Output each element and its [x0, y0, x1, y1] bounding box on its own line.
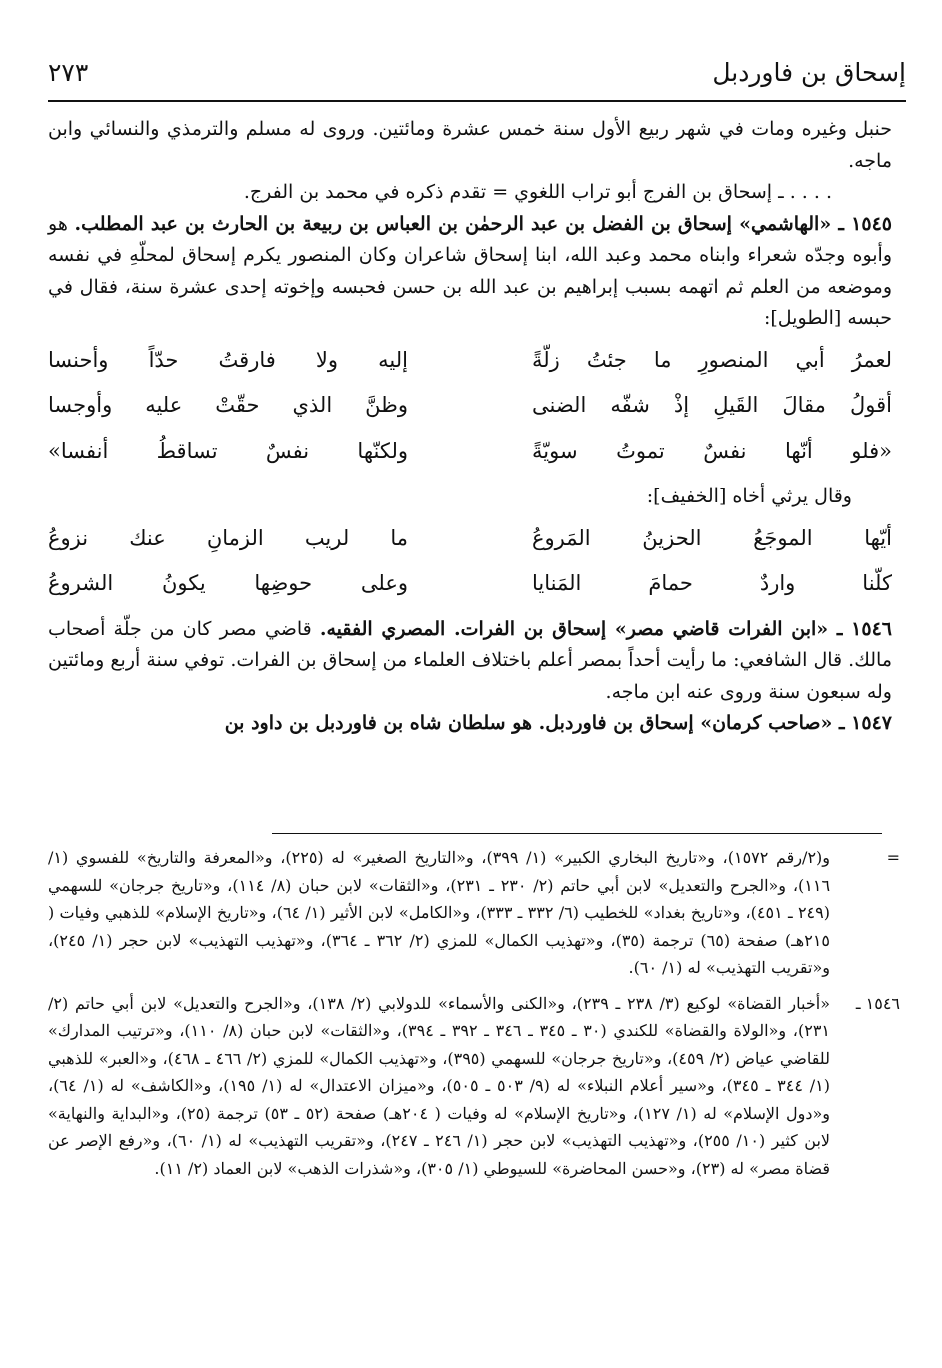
- entry-1545: [48, 209, 892, 335]
- entry-1546: [48, 614, 892, 709]
- entry-1545-heading: ١٥٤٥ ـ «الهاشمي» إسحاق بن الفضل بن عبد الرحمٰن بن العباس بن ربيعة بن الحارث بن عبد المطلب.: [74, 212, 892, 235]
- page-header: [48, 52, 906, 92]
- poem-verse: [48, 390, 892, 422]
- entry-1546-text: قاضي مصر كان من جلّة أصحاب مالك. قال الشافعي: ما رأيت أحداً بمصر أعلم باختلاف العلماء من إسحاق بن الفرات. توفي سنة أربع ومائتين وله سبعون سنة وروى عنه ابن ماجه.: [48, 617, 892, 703]
- footnote: [48, 844, 900, 982]
- footnote-label: =: [886, 848, 900, 867]
- poem-verse: [48, 345, 892, 377]
- poem-verse: [48, 436, 892, 468]
- footnote-text: «أخبار القضاة» لوكيع (٣/ ٢٣٨ ـ ٢٣٩)، و«الكنى والأسماء» للدولابي (٢/ ١٣٨)، و«الجرح والتعديل» لابن أبي حاتم (٢/ ٢٣١)، و«الولاة والقضاة» للكندي (٣٠ ـ ٣٤٥ ـ ٣٤٦ ـ ٣٩٢ ـ ٣٩٤)، و«الثقات» لابن حبان (٨/ ١١٠)، و«ترتيب المدارك» للقاضي عياض (٢/ ٤٥٩)، و«تاريخ جرجان» للسهمي (٣٩٥)، و«تهذيب الكمال» للمزي (٢/ ٤٦٦ ـ ٤٦٨)، و«العبر» للذهبي (١/ ٣٤٤ ـ ٣٤٥)، و«سير أعلام النبلاء» له (٩/ ٥٠٣ ـ ٥٠٥)، و«ميزان الاعتدال» له (١/ ١٩٥)، و«الكاشف» له (١/ ٦٤)، و«دول الإسلام» له (١/ ١٢٧)، و«تاريخ الإسلام» له وفيات ( ٢٠٤هـ) صفحة (٥٢ ـ ٥٣) ترجمة (٢٥)، و«البداية والنهاية» لابن كثير (١٠/ ٢٥٥)، و«تهذيب التهذيب» لابن حجر (١/ ٢٤٦ ـ ٢٤٧)، و«تقريب التهذيب» له (١/ ٦٠)، و«رفع الإصر عن قضاة مصر» له (٢٣)، و«حسن المحاضرة» للسيوطي (١/ ٣٠٥)، و«شذرات الذهب» لابن العماد (٢/ ١١).: [48, 993, 831, 1178]
- entry-1545-text: هو وأبوه وجدّه شعراء وابناه محمد وعبد الله، ابنا إسحاق شاعران وكان المنصور يكرم إسحاق لمحلّهِ في نفسه وموضعه من العلم ثم اتهمه بسبب إبراهيم بن عبد الله بن حسن فحبسه وإخوته إحدى عشرة سنة، فقال في حبسه [الطويل]:: [48, 212, 892, 329]
- header-divider: [48, 100, 906, 102]
- footnotes: [48, 844, 900, 1190]
- poem-verse: [48, 523, 892, 555]
- footnote-label: ١٥٤٦ ـ: [855, 993, 900, 1013]
- poem-khafif: [48, 523, 892, 600]
- poem-tawil: [48, 345, 892, 468]
- verse-first-hemistich: «فلو أنّها نفسٌ تموتُ سويّةً: [532, 438, 892, 463]
- main-text: [48, 114, 892, 740]
- footnote-text: و(٢/رقم ١٥٧٢)، و«تاريخ البخاري الكبير» (١/ ٣٩٩)، و«التاريخ الصغير» له (٢٢٥)، و«المعرفة والتاريخ» للفسوي (١/ ١١٦)، و«الجرح والتعديل» لابن أبي حاتم (٢/ ٢٣٠ ـ ٢٣١)، و«الثقات» لابن حبان (٨/ ١١٤)، و«تاريخ جرجان» للسهمي (٢٤٩ ـ ٤٥١)، و«تاريخ بغداد» للخطيب (٦/ ٣٣٢ ـ ٣٣٣)، و«الكامل» لابن الأثير (١/ ٦٤)، و«تاريخ الإسلام» للذهبي وفيات ( ٢١٥هـ) صفحة (٦٥) ترجمة (٣٥)، و«تهذيب الكمال» للمزي (٢/ ٣٦٢ ـ ٣٦٤)، و«تهذيب التهذيب» لابن حجر (١/ ٢٤٥)، و«تقريب التهذيب» له (١/ ٦٠).: [48, 848, 831, 977]
- verse-second-hemistich: ما لريب الزمانِ عنك نزوعُ: [48, 525, 408, 550]
- running-title: إسحاق بن فاوردبل: [712, 57, 906, 87]
- verse-first-hemistich: لعمرُ أبي المنصورِ ما جئتُ زلّةً: [532, 347, 892, 372]
- verse-second-hemistich: وعلى حوضِها يكونُ الشروعُ: [48, 571, 408, 595]
- verse-first-hemistich: كلّنا واردٌ حمامَ المَنايا: [532, 571, 892, 595]
- footnote-divider: [272, 833, 882, 834]
- entry-1547-heading: ١٥٤٧ ـ «صاحب كرمان» إسحاق بن فاوردبل. هو سلطان شاه بن فاوردبل بن داود بن: [224, 712, 892, 734]
- entry-1546-heading: ١٥٤٦ ـ «ابن الفرات قاضي مصر» إسحاق بن الفرات. المصري الفقيه.: [319, 617, 892, 640]
- verse-second-hemistich: إليه ولا فارقتُ حدّاً وأحنسا: [48, 347, 408, 372]
- poem-intro: وقال يرثي أخاه [الخفيف]:: [646, 485, 852, 507]
- paragraph-continuation: حنبل وغيره ومات في شهر ربيع الأول سنة خمس عشرة ومائتين. وروى له مسلم والترمذي والنسائي وابن ماجه.: [48, 118, 892, 172]
- verse-second-hemistich: ولكنّها نفسٌ تساقطُ أنفسا»: [48, 438, 408, 463]
- verse-first-hemistich: أقولُ مقالَ القَيلِ إذْ شفّه الضنى: [532, 393, 892, 417]
- verse-first-hemistich: أيّها الموجَعُ الحزينُ المَروعُ: [532, 525, 892, 550]
- poem-verse: [48, 568, 892, 600]
- footnote: [48, 990, 900, 1183]
- verse-second-hemistich: وظنَّ الذي حقّتْ عليه وأوجسا: [48, 393, 408, 417]
- cross-reference: . . . . ـ إسحاق بن الفرج أبو تراب اللغوي = تقدم ذكره في محمد بن الفرج.: [243, 181, 832, 203]
- page-number: ٢٧٣: [48, 57, 89, 87]
